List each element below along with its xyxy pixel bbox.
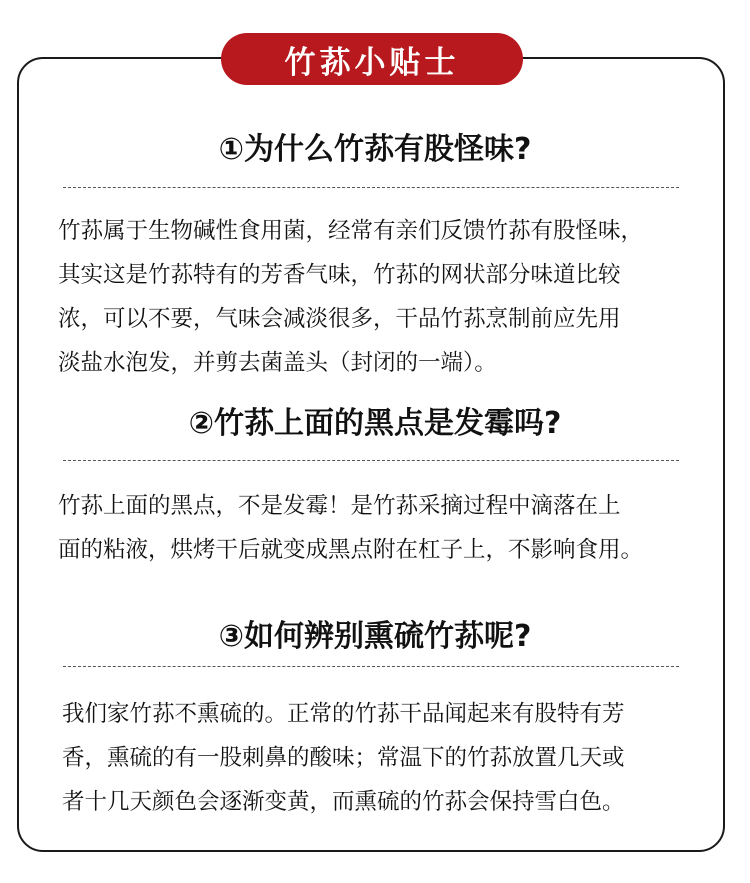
question-3-heading: ③如何辨别熏硫竹荪呢? bbox=[218, 619, 532, 654]
answer-3-line: 我们家竹荪不熏硫的。正常的竹荪干品闻起来有股特有芳 bbox=[62, 701, 625, 727]
answer-3-line: 香，熏硫的有一股刺鼻的酸味；常温下的竹荪放置几天或 bbox=[62, 745, 625, 771]
question-2-heading: ②竹荪上面的黑点是发霉吗? bbox=[188, 406, 562, 441]
answer-3-line: 者十几天颜色会逐渐变黄，而熏硫的竹荪会保持雪白色。 bbox=[62, 789, 625, 815]
question-1-heading: ①为什么竹荪有股怪味? bbox=[218, 132, 532, 167]
answer-2-line: 面的粘液，烘烤干后就变成黑点附在杠子上，不影响食用。 bbox=[58, 537, 644, 563]
answer-1-line: 其实这是竹荪特有的芳香气味，竹荪的网状部分味道比较 bbox=[58, 262, 621, 288]
divider-2 bbox=[63, 460, 679, 461]
answer-2 bbox=[58, 484, 708, 572]
answer-1-line: 竹荪属于生物碱性食用菌，经常有亲们反馈竹荪有股怪味， bbox=[58, 218, 644, 244]
page-title: 竹荪小贴士 bbox=[284, 44, 460, 81]
answer-2-line: 竹荪上面的黑点，不是发霉！是竹荪采摘过程中滴落在上 bbox=[58, 493, 621, 519]
divider-3 bbox=[63, 666, 679, 667]
answer-1-line: 淡盐水泡发，并剪去菌盖头（封闭的一端）。 bbox=[58, 350, 497, 376]
title-banner bbox=[221, 33, 523, 85]
answer-1-line: 浓，可以不要，气味会减淡很多，干品竹荪烹制前应先用 bbox=[58, 306, 621, 332]
answer-3 bbox=[62, 692, 712, 824]
answer-1 bbox=[58, 209, 708, 385]
divider-1 bbox=[63, 187, 679, 188]
